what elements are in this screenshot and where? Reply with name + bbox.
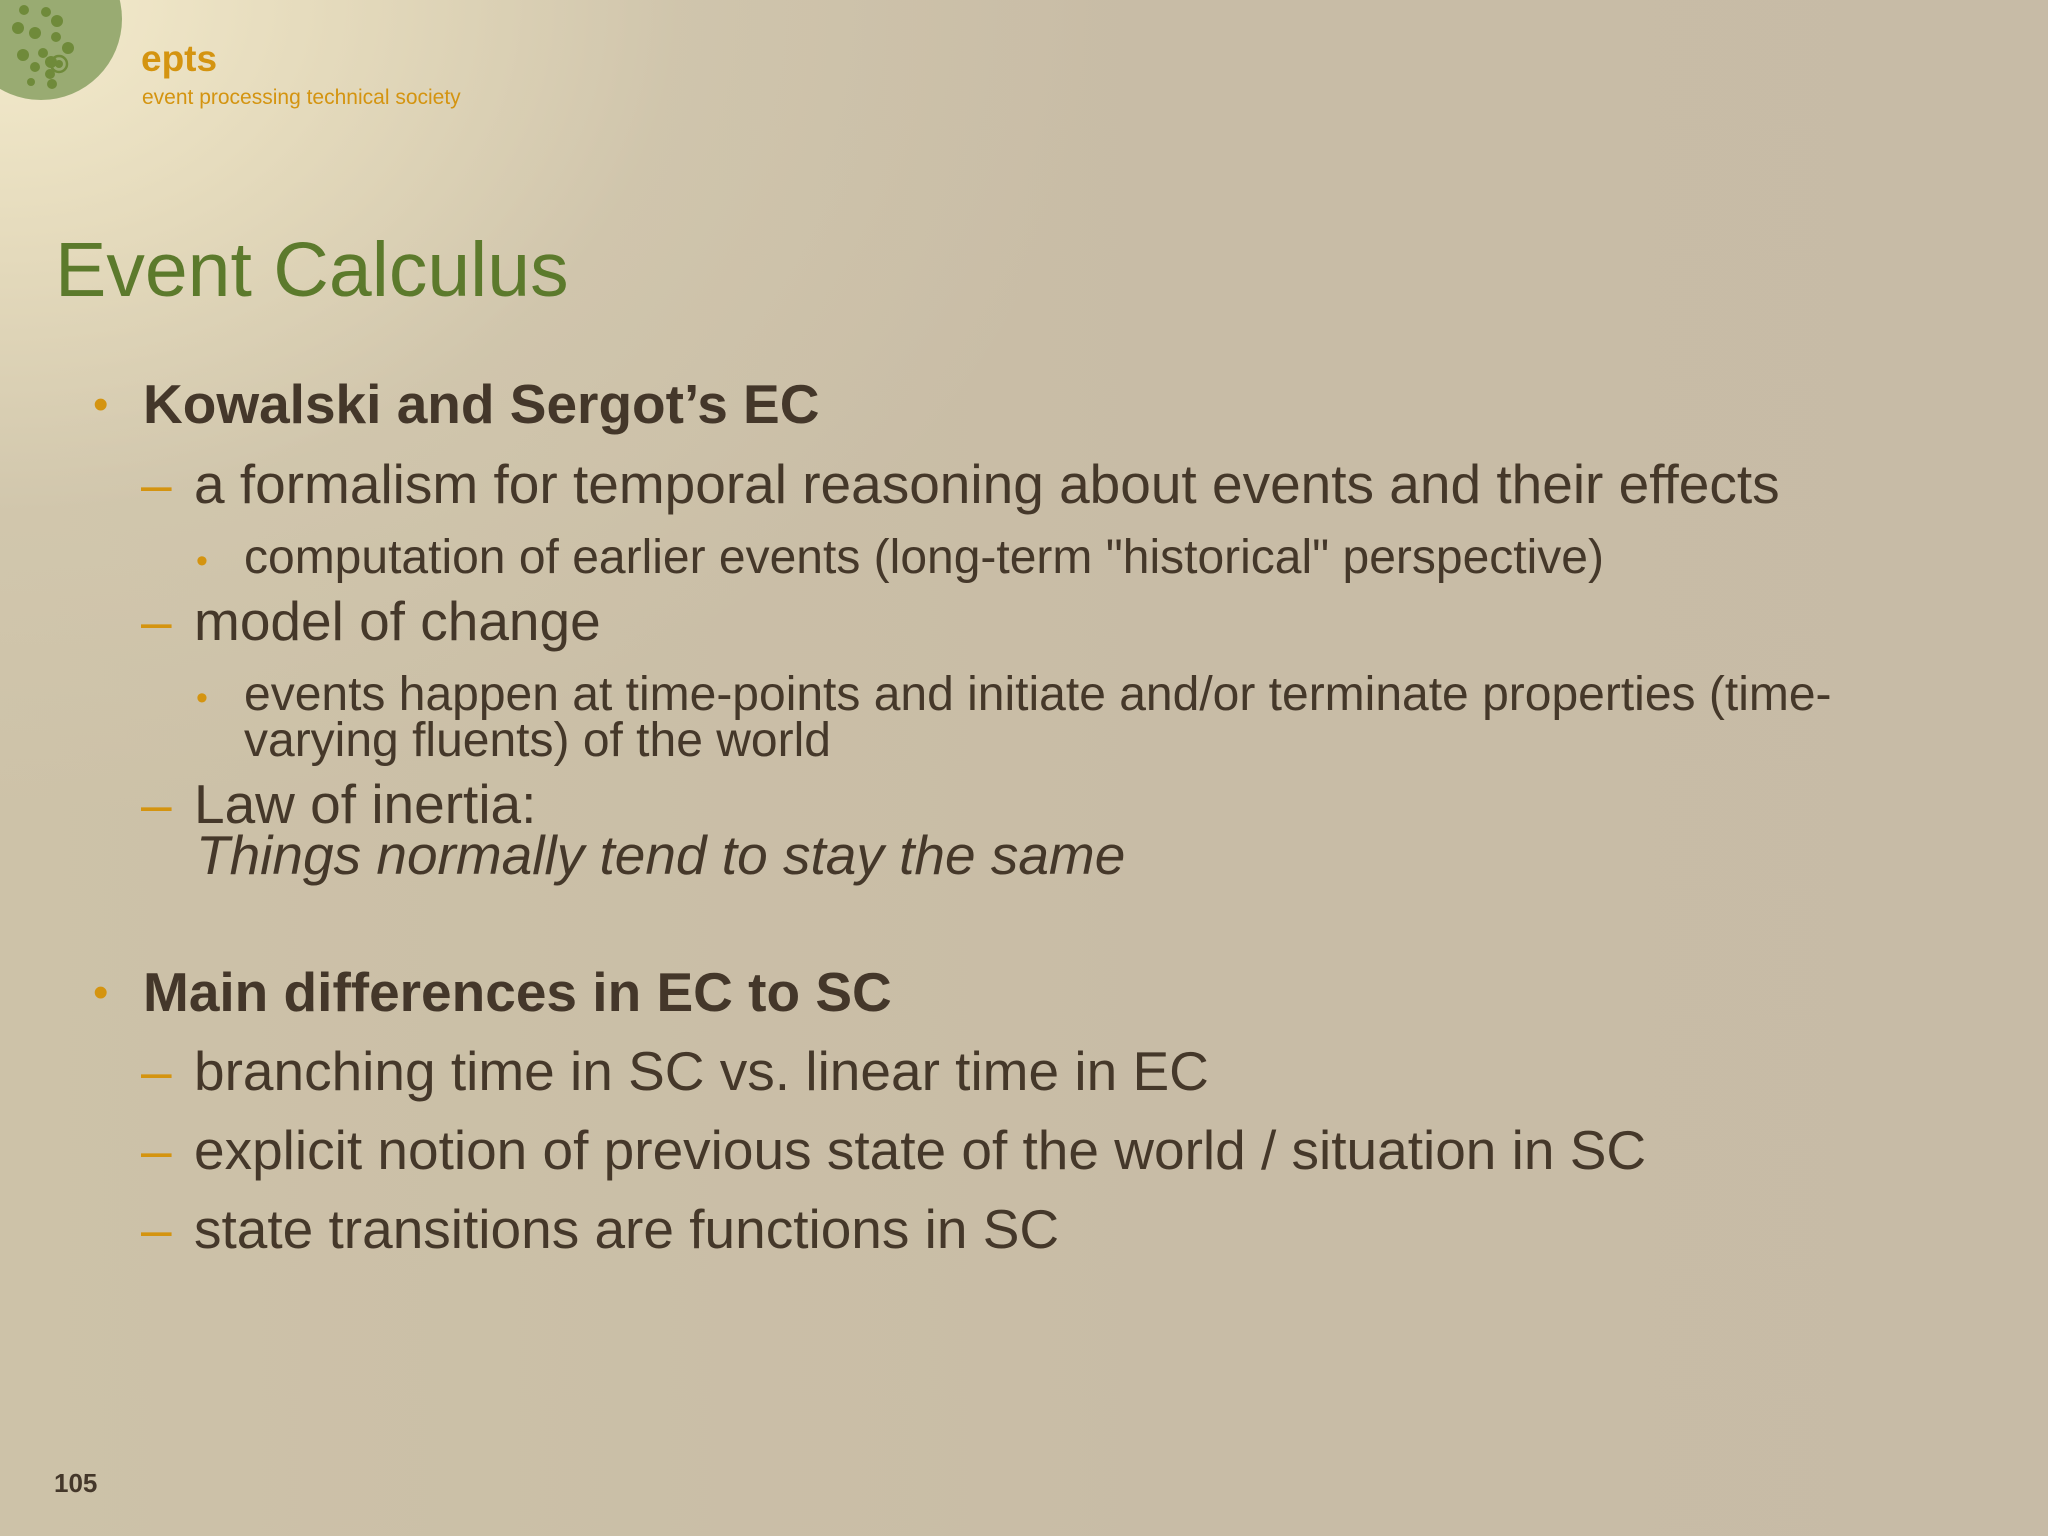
law-of-inertia-statement: Things normally tend to stay the same (196, 824, 1126, 886)
sub-item-state-transitions: state transitions are functions in SC (194, 1198, 1060, 1260)
bullet-heading-2: Main differences in EC to SC (143, 961, 892, 1023)
logo-tagline: event processing technical society (142, 86, 461, 109)
bullet-marker: • (93, 968, 109, 1017)
sub-item-law-of-inertia: Law of inertia: (194, 773, 537, 835)
dash-marker: – (141, 1119, 172, 1181)
dotted-circle-logo-icon (0, 0, 122, 105)
detail-events-happen-line2: varying fluents) of the world (244, 714, 831, 767)
page-number: 105 (54, 1468, 98, 1498)
bullet-marker: • (196, 679, 208, 717)
bullet-heading-1: Kowalski and Sergot’s EC (143, 373, 820, 435)
bullet-marker: • (93, 380, 109, 429)
sub-item-branching-time: branching time in SC vs. linear time in EC (194, 1040, 1209, 1102)
detail-computation: computation of earlier events (long-term "historical" perspective) (244, 531, 1604, 584)
detail-events-happen-line1: events happen at time-points and initiate and/or terminate properties (time- (244, 668, 1832, 721)
sub-item-explicit-notion: explicit notion of previous state of the world / situation in SC (194, 1119, 1647, 1181)
dash-marker: – (141, 773, 172, 835)
sub-item-formalism: a formalism for temporal reasoning about events and their effects (194, 453, 1780, 515)
bullet-marker: • (196, 542, 208, 580)
dash-marker: – (141, 453, 172, 515)
slide-title: Event Calculus (55, 227, 569, 313)
logo-name: epts (141, 38, 218, 79)
dash-marker: – (141, 1198, 172, 1260)
sub-item-model-of-change: model of change (194, 590, 601, 652)
dash-marker: – (141, 1040, 172, 1102)
dash-marker: – (141, 590, 172, 652)
